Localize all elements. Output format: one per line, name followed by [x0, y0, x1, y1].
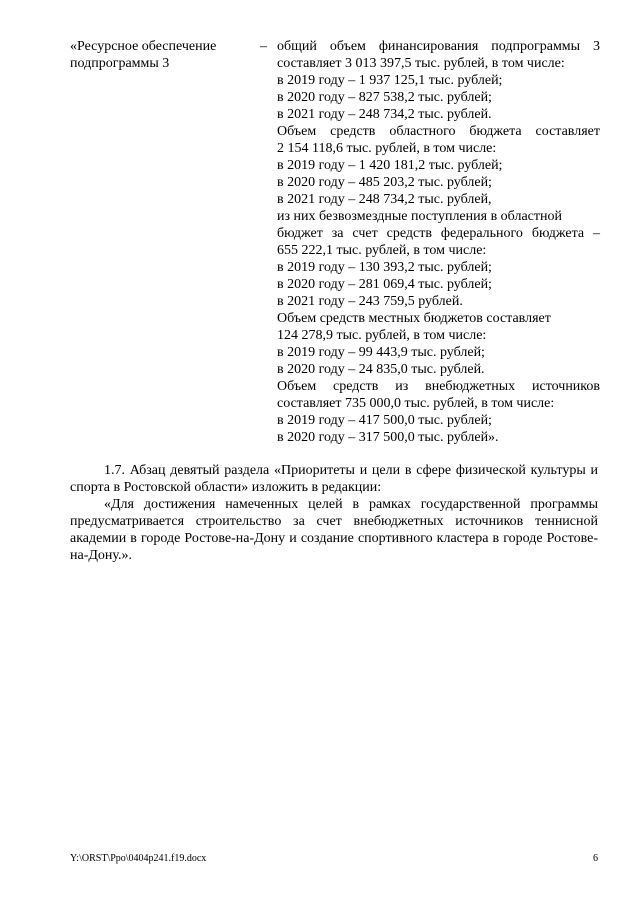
paragraph-1-7: 1.7. Абзац девятый раздела «Приоритеты и цели в сфере физической культуры и спорта в Ростовской области» изложить в редакции:	[70, 463, 598, 495]
resource-line: в 2019 году – 1 937 125,1 тыс. рублей;	[277, 73, 503, 88]
resource-line: составляет 735 000,0 тыс. рублей, в том числе:	[277, 396, 555, 411]
resource-details	[277, 38, 600, 446]
footer-file-path: Y:\ORST\Ppo\0404p241.f19.docx	[70, 853, 207, 864]
resource-line: общий объем финансирования подпрограммы 3	[277, 39, 600, 54]
page-number: 6	[593, 853, 598, 864]
resource-line: 2 154 118,6 тыс. рублей, в том числе:	[277, 141, 497, 156]
resource-line: в 2021 году – 248 734,2 тыс. рублей,	[277, 192, 492, 207]
resource-line: Объем средств местных бюджетов составляет	[277, 311, 551, 326]
resource-line: в 2020 году – 281 069,4 тыс. рублей;	[277, 277, 492, 292]
resource-line: Объем средств из внебюджетных источников	[277, 379, 600, 394]
body-text	[70, 462, 598, 564]
resource-line: в 2019 году – 130 393,2 тыс. рублей;	[277, 260, 492, 275]
dash-separator: –	[260, 39, 267, 54]
resource-line: в 2019 году – 1 420 181,2 тыс. рублей;	[277, 158, 503, 173]
resource-line: в 2021 году – 248 734,2 тыс. рублей.	[277, 107, 492, 122]
resource-line: в 2020 году – 485 203,2 тыс. рублей;	[277, 175, 492, 190]
resource-line: 124 278,9 тыс. рублей, в том числе:	[277, 328, 487, 343]
resource-line: в 2021 году – 243 759,5 рублей.	[277, 294, 463, 309]
resource-line: в 2020 году – 827 538,2 тыс. рублей;	[277, 90, 492, 105]
resource-line: в 2019 году – 417 500,0 тыс. рублей;	[277, 413, 492, 428]
resource-line: в 2020 году – 317 500,0 тыс. рублей».	[277, 430, 499, 445]
resource-line: составляет 3 013 397,5 тыс. рублей, в том числе:	[277, 56, 565, 71]
resource-line: бюджет за счет средств федерального бюджета –	[277, 226, 600, 241]
resource-line: Объем средств областного бюджета составляет	[277, 124, 600, 139]
resource-line: 655 222,1 тыс. рублей, в том числе:	[277, 243, 487, 258]
page-footer	[70, 853, 598, 864]
resource-line: из них безвозмездные поступления в областной	[277, 209, 562, 224]
resource-line: в 2020 году – 24 835,0 тыс. рублей.	[277, 362, 485, 377]
resource-title: «Ресурсное обеспечение подпрограммы 3	[70, 39, 217, 71]
resource-table-row	[70, 38, 600, 446]
paragraph-quote: «Для достижения намеченных целей в рамках государственной программы предусматривается строительство за счет внебюджетных источников теннисной академии в городе Ростове-на-Дону и создание спортивного кластера в городе Ростове-на-Дону.».	[70, 497, 598, 563]
resource-line: в 2019 году – 99 443,9 тыс. рублей;	[277, 345, 485, 360]
